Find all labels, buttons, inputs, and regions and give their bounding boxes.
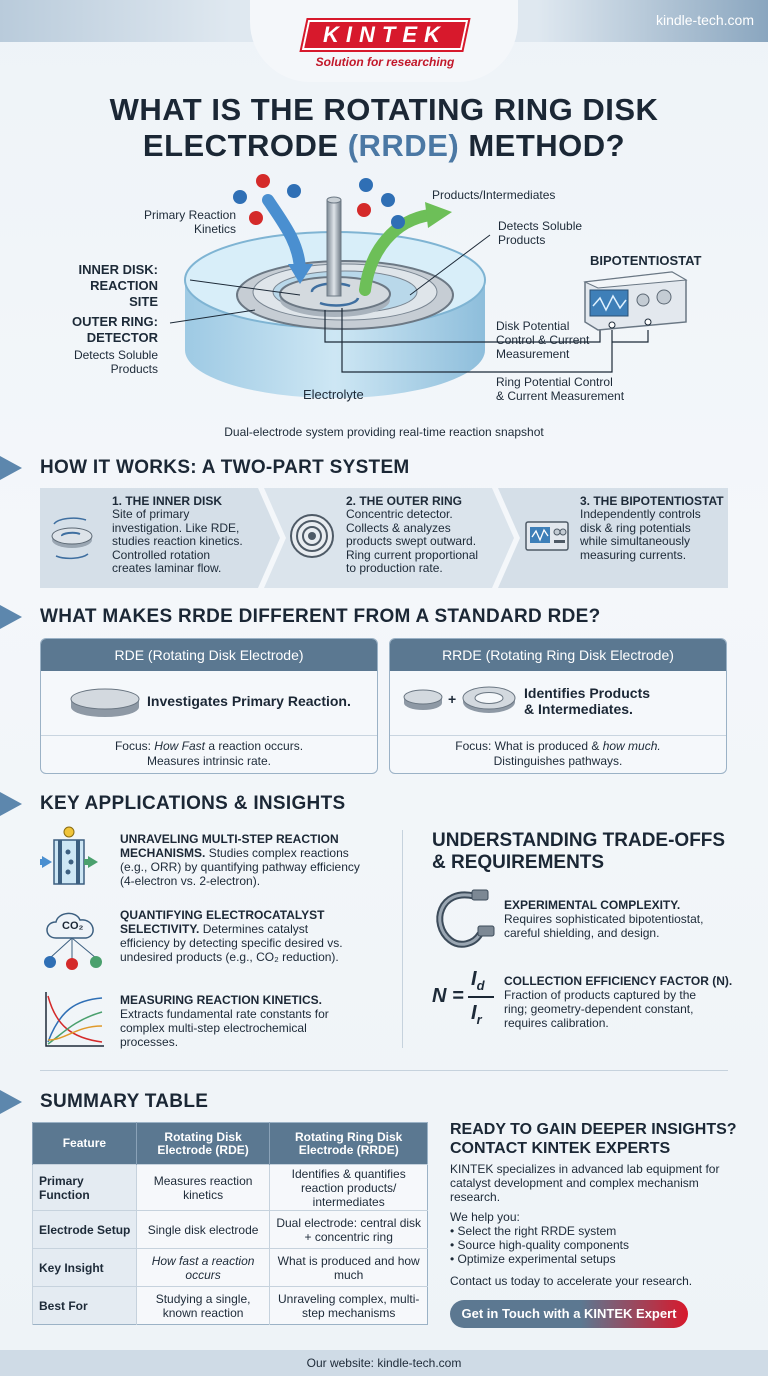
complexity-text: EXPERIMENTAL COMPLEXITY. Requires sophisticated bipotentiostat, careful shielding, and design. (504, 898, 704, 940)
concentric-ring-icon (288, 512, 336, 560)
rrde-card-head: RRDE (Rotating Ring Disk Electrode) (390, 639, 726, 671)
page-title: WHAT IS THE ROTATING RING DISK ELECTRODE (RRDE) METHOD? (109, 92, 659, 163)
label-electrolyte: Electrolyte (303, 387, 364, 402)
cta-help: We help you: • Select the right RRDE system • Source high-quality components • Optimize experimental setups (450, 1210, 629, 1266)
table-row: Primary Function Measures reaction kinetics Identifies & quantifies reaction products/ intermediates (33, 1165, 428, 1211)
section-how: HOW IT WORKS: A TWO-PART SYSTEM (0, 454, 410, 482)
ring-electrode-icon (460, 683, 518, 717)
rrde-focus: Focus: What is produced & how much. Distinguishes pathways. (455, 739, 661, 768)
divider-horizontal (40, 1070, 728, 1071)
app1-text: UNRAVELING MULTI-STEP REACTION MECHANISMS. Studies complex reactions (e.g., ORR) by quantifying pathway efficiency (4-electron vs. 2-electron). (120, 832, 360, 888)
label-detects-right: Detects Soluble Products (498, 219, 583, 247)
label-primary-reaction: Primary Reaction Kinetics (143, 208, 236, 236)
divider-vertical (402, 830, 403, 1048)
plus-sign: + (448, 691, 457, 707)
electrode-shaft (327, 200, 341, 296)
app3-text: MEASURING REACTION KINETICS. Extracts fundamental rate constants for complex multi-step electrochemical processes. (120, 993, 329, 1049)
diagram-caption: Dual-electrode system providing real-time reaction snapshot (224, 425, 544, 439)
step3-title: 3. THE BIPOTENTIOSTAT (580, 494, 724, 508)
th-rrde: Rotating Ring Disk Electrode (RRDE) (270, 1123, 428, 1165)
step1-title: 1. THE INNER DISK (112, 494, 223, 508)
bipotentiostat-icon (585, 272, 686, 330)
th-rde: Rotating Disk Electrode (RDE) (136, 1123, 270, 1165)
cta-closing: Contact us today to accelerate your research. (450, 1274, 693, 1288)
section-apps: KEY APPLICATIONS & INSIGHTS (0, 790, 345, 818)
label-products: Products/Intermediates (432, 188, 556, 202)
rde-card (40, 638, 378, 774)
label-ring-control: Ring Potential Control & Current Measurement (496, 375, 625, 403)
small-disk-icon (402, 685, 446, 715)
step2-desc: Concentric detector. Collects & analyzes products swept outward. Ring current proportional to production rate. (346, 507, 479, 575)
footer-website[interactable]: Our website: kindle-tech.com (0, 1350, 768, 1376)
app2-text: QUANTIFYING ELECTROCATALYST SELECTIVITY. Determines catalyst efficiency by detecting specific desired vs. undesired products (e.g., CO₂ reduction). (120, 908, 343, 964)
rde-card-head: RDE (Rotating Disk Electrode) (41, 639, 377, 671)
instrument-icon (524, 516, 572, 556)
label-bipotentiostat: BIPOTENTIOSTAT (590, 253, 702, 268)
table-row: Electrode Setup Single disk electrode Dual electrode: central disk + concentric ring (33, 1211, 428, 1249)
rrde-card (389, 638, 727, 774)
step2-title: 2. THE OUTER RING (346, 494, 463, 508)
formula-numerator: $I_d$ (471, 968, 485, 993)
collection-text: COLLECTION EFFICIENCY FACTOR (N). Fraction of products captured by the ring; geometry-dependent constant, requires calibration. (504, 974, 733, 1030)
disk-electrode-icon (67, 683, 147, 723)
formula-denominator: $I_r$ (471, 1002, 482, 1027)
rotating-disk-icon (48, 514, 98, 560)
label-outer-ring: OUTER RING: DETECTOR (72, 314, 158, 345)
cable-icon (430, 884, 496, 952)
rrde-main: Identifies Products & Intermediates. (524, 685, 651, 717)
step1-desc: Site of primary investigation. Like RDE, studies reaction kinetics. Controlled rotation creates laminar flow. (112, 507, 243, 575)
label-inner-disk: INNER DISK: REACTION SITE (78, 262, 158, 309)
co2-label: CO₂ (62, 920, 84, 932)
section-summary: SUMMARY TABLE (0, 1088, 208, 1116)
summary-table (32, 1122, 428, 1325)
table-row: Key Insight How fast a reaction occurs What is produced and how much (33, 1249, 428, 1287)
cta-title: READY TO GAIN DEEPER INSIGHTS? CONTACT KINTEK EXPERTS (450, 1121, 737, 1157)
logo-tagline: Solution for researching (315, 55, 455, 69)
kinetics-graph-icon (42, 990, 106, 1050)
rde-focus: Focus: How Fast a reaction occurs. Measures intrinsic rate. (114, 739, 304, 768)
th-feature: Feature (33, 1123, 137, 1165)
site-link-top[interactable]: kindle-tech.com (655, 12, 754, 28)
co2-selectivity-icon (40, 908, 108, 970)
formula-lhs: N = (432, 985, 464, 1007)
section-diff: WHAT MAKES RRDE DIFFERENT FROM A STANDARD RDE? (0, 603, 601, 631)
cta-intro: KINTEK specializes in advanced lab equipment for catalyst development and complex mechanism research. (450, 1162, 720, 1204)
contact-expert-button[interactable]: Get in Touch with a KINTEK Expert (450, 1300, 688, 1328)
tradeoffs-title: UNDERSTANDING TRADE-OFFS & REQUIREMENTS (432, 830, 726, 873)
label-disk-control: Disk Potential Control & Current Measurement (496, 319, 590, 361)
how-steps (40, 488, 728, 588)
logo-text[interactable]: KINTEK (323, 22, 447, 47)
step3-desc: Independently controls disk & ring potentials while simultaneously measuring currents. (580, 507, 701, 562)
label-detects-left: Detects Soluble Products (73, 348, 158, 376)
reactor-icon (40, 826, 104, 890)
table-row: Best For Studying a single, known reaction Unraveling complex, multi-step mechanisms (33, 1287, 428, 1325)
rde-main: Investigates Primary Reaction. (147, 693, 351, 709)
formula-bar (468, 996, 494, 998)
